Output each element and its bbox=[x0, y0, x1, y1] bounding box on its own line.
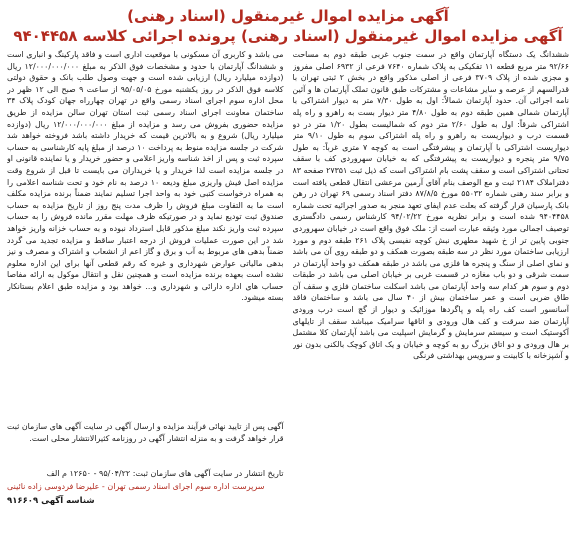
signature-block: سرپرست اداره سوم اجرای اسناد رسمی تهران - علیرضا فردوسی زاده نائینی bbox=[7, 482, 265, 491]
publication-date: تاریخ انتشار در سایت آگهی های سازمان ثبت: ۹۵/۰۴/۲۲ - ۱۲۶۵۰ م الف bbox=[46, 469, 284, 478]
notice-title: آگهی مزایده اموال غیرمنقول (اسناد رهنی) bbox=[127, 7, 449, 25]
body-column-right bbox=[293, 49, 570, 541]
notice-id: شناسه آگهی ۹۱۶۶۰۹ bbox=[7, 496, 95, 506]
notice-header bbox=[7, 6, 569, 46]
auction-terms: می باشد و کاربری آن مسکونی با موقعیت اداری است و فاقد پارکینگ و انباری است و ششدانگ آپارتمان با حدود و مشخصات فوق الذکر به مبلغ ۱۲/۰۰۰/۰۰۰/۰۰۰ ریال (دوازده میلیارد ریال) ارزیابی شده است و جهت وصول طلب بانک و حقوق دولتی کلاسه فوق الذکر در روز یکشنبه مورخ ۹۵/۰۵/۰۵ از ساعت ۹ صبح الی ۱۲ ظهر در محل اداره سوم اجرای اسناد رسمی واقع در تهران چهارراه جهان کودک پلاک ۳۴ ساختمان معاونت اجرای اسناد رسمی ثبت استان تهران سالن مزایده از طریق مزایده حضوری بفروش می رسد و مزایده از مبلغ ۱۲/۰۰۰/۰۰۰/۰۰۰ ریال (دوازده میلیارد ریال) شروع و به بالاترین قیمت که خریدار داشته باشد فروخته خواهد شد شرکت در جلسه مزایده منوط به پرداخت ۱۰ درصد از مبلغ پایه کارشناسی به حساب سپرده ثبت و پس از اخذ شناسه واریز اعلامی و حضور خریدار و یا نماینده قانونی او در جلسه مزایده است لذا خریدار و یا خریداران می بایست تا قبل از شروع وقت مزایده اصل فیش واریزی مبلغ ودیعه ۱۰ درصد به نام خود و تحت شناسه اعلامی را به همراه درخواست کتبی خود به واحد اجرا تسلیم نمایند ضمناً برنده مزایده مکلف است ما به التفاوت مبلغ فروش را ظرف مدت پنج روز از تاریخ مزایده به حساب صندوق ثبت تودیع نماید و در صورتیکه ظرف مهلت مقرر مانده فروش را به حساب سپرده ثبت واریز نکند مبلغ مذکور قابل استرداد نبوده و به حساب خزانه واریز خواهد شد در این صورت عملیات فروش از درجه اعتبار ساقط و مزایده تجدید می گردد ضمناً بدهی های مربوط به آب و برق و گاز اعم از انشعاب و اشتراک و مصرف و نیز بدهی مالیاتی عوارض شهرداری و غیره که رقم قطعی آنها برای این اداره معلوم نشده است بعهده برنده مزایده است و همچنین نقل و انتقال موکول به ارائه مفاصا حساب های اداره دارائی و شهرداری و... خواهد بود و مزایده طبق اعلام بستانکار بسته میشود. bbox=[7, 50, 284, 303]
notice-subtitle: آگهی مزایده اموال غیرمنقول (اسناد رهنی) پرونده اجرائی کلاسه ۹۴۰۴۴۵۸ bbox=[13, 27, 563, 45]
property-description: ششدانگ یک دستگاه آپارتمان واقع در سمت جنوب غربی طبقه دوم به مساحت ۹۲/۶۶ متر مربع قطعه ۱۱ تفکیکی به پلاک شماره ۷۶۴۰ فرعی از ۶۹۳۲ اصلی مفروز و مجزی شده از پلاک ۳۷۰۹ فرعی از اصلی مذکور واقع در بخش ۲ ثبتی تهران با قدرالسهم از عرصه و سایر مشاعات و مشترکات طبق قانون تملک آپارتمان ها و آئین نامه اجرائی آن. حدود آپارتمان شمالاً: اول به طول ۷/۳۰ متر به دیوار اشتراکی با آپارتمان شمالی همین طبقه دوم به طول ۴/۸۰ متر دیوار بست به راهرو و راه پله اشتراکی شرقاً: اول به طول ۲/۶۰ متر دوم که شمالیست بطول ۱/۲۰ متر در دو قسمت درب و دیواریست به راهرو و راه پله اشتراکی سوم به طول ۹/۱۰ متر دیواریست اشتراکی با آپارتمان و پیشرفتگی است به کوچه ۷ متری غرباً: به طول ۹/۷۵ متر پنجره و دیواریست به پیشرفتگی که به خیابان سهروردی کف با سقف تحتانی اشتراکی است و سقف پشت بام اشتراکی است که ذیل ثبت ۲۷۳۵۱ صفحه ۸۳ دفتراملاک ۲۱۸۴ ثبت و مع الوصف بنام آقای آرمین مرعشی انتقال قطعی یافته است و برابر سند رهنی شماره ۵۵۰۳۲ مورخ ۸۷/۸/۵ دفتر اسناد رسمی ۶۹ تهران در رهن بانک پارسیان قرار گرفته که بعلت عدم ایفای تعهد منجر به صدور اجرائیه تحت شماره ۹۴۰۴۴۵۸ شده است و برابر نظریه مورخ ۹۴/۰۲/۲۲ کارشناس رسمی دادگستری توصیف اجمالی مورد وثیقه عبارت است از: ملک فوق واقع است در خیابان سهروردی جنوبی پایین تر از خ شهید مطهری نبش کوچه نفیسی پلاک ۲۶۱ طبقه دوم و مورد ارزیابی ساختمان مورد نظر در سه طبقه بصورت همکف و دو طبقه روی آن می باشد و نمای اصلی از سنگ و پنجره ها فلزی می باشد در طبقه همکف دو واحد آپارتمان در سمت شرقی و دو باب مغازه در قسمت غربی بر خیابان اصلی می باشد در طبقات دوم و سوم هر کدام سه واحد آپارتمان می باشد اسکلت ساختمان فلزی و سقف آن طاق ضربی است و عمر ساختمان بیش از ۴۰ سال می باشد و ساختمان فاقد آسانسور است کف راه پله و پاگردها موزائیک و دیوار از گچ است درب ورودی آپارتمان ضد سرقت و کف هال ورودی و اتاقها سرامیک میباشد سقف از تایلهای آکوستیک است و سیستم سرمایش و گرمایش اسپلیت می باشد آپارتمان کلا مشتمل بر هال ورودی و دو اتاق بزرگ رو به کوچه و خیابان و یک اتاق کوچک بالکنی بدون نور و آشپزخانه با کابینت و سرویس بهداشتی فرنگی bbox=[292, 50, 569, 361]
notice-body bbox=[7, 49, 569, 541]
body-column-left bbox=[7, 49, 284, 541]
publication-note: آگهی پس از تایید نهائی فرآیند مزایده و ارسال آگهی در سایت آگهی های سازمان ثبت قرار خواهد گرفت و به منزله انتشار آگهی در روزنامه کثیرالانتشار محلی است. bbox=[7, 422, 284, 443]
